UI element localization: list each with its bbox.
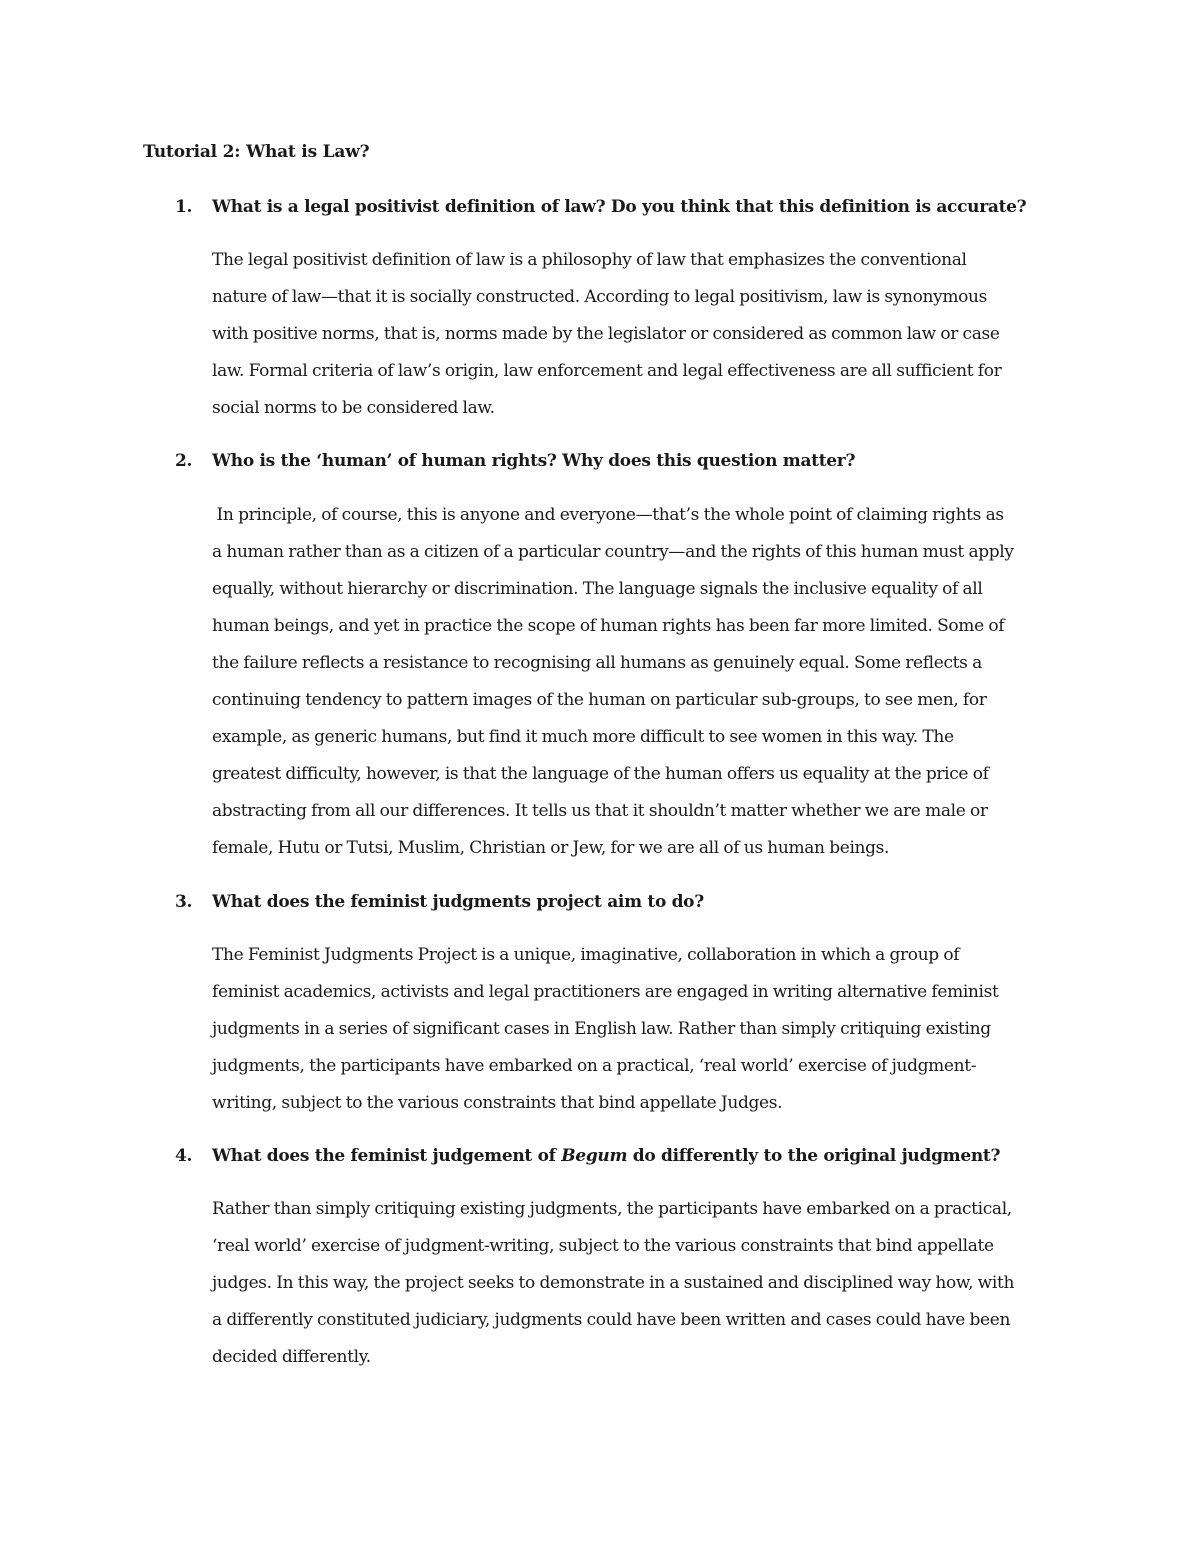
question-text: What is a legal positivist definition of law? Do you think that this definition is accurate? [212, 197, 1027, 217]
answer-line: feminist academics, activists and legal practitioners are engaged in writing alternative feminist [212, 982, 999, 1002]
answer-line: human beings, and yet in practice the scope of human rights has been far more limited. Some of [212, 616, 1005, 636]
answer-line: judges. In this way, the project seeks to demonstrate in a sustained and disciplined way how, with [212, 1273, 1015, 1293]
answer-1 [212, 242, 1062, 427]
case-name: Begum [561, 1146, 628, 1166]
answer-3 [212, 937, 1062, 1122]
question-text: What does the feminist judgments project aim to do? [212, 892, 704, 912]
answer-line: judgments, the participants have embarked on a practical, ‘real world’ exercise of judgment- [212, 1056, 977, 1076]
answer-line: the failure reflects a resistance to recognising all humans as genuinely equal. Some reflects a [212, 653, 982, 673]
answer-line: judgments in a series of significant cases in English law. Rather than simply critiquing existing [212, 1019, 991, 1039]
answer-line: In principle, of course, this is anyone and everyone—that’s the whole point of claiming rights as [212, 505, 1004, 525]
answer-line: The legal positivist definition of law is a philosophy of law that emphasizes the conventional [212, 250, 967, 270]
question-3 [175, 892, 1075, 912]
answer-4 [212, 1191, 1062, 1376]
answer-line: a differently constituted judiciary, judgments could have been written and cases could have been [212, 1310, 1011, 1330]
question-1 [175, 197, 1075, 217]
answer-line: abstracting from all our differences. It tells us that it shouldn’t matter whether we are male or [212, 801, 988, 821]
question-2 [175, 451, 1075, 471]
question-text: Who is the ‘human’ of human rights? Why does this question matter? [212, 451, 856, 471]
answer-line: with positive norms, that is, norms made by the legislator or considered as common law or case [212, 324, 1000, 344]
answer-line: Rather than simply critiquing existing judgments, the participants have embarked on a practical, [212, 1199, 1012, 1219]
answer-line: ‘real world’ exercise of judgment-writing, subject to the various constraints that bind appellate [212, 1236, 994, 1256]
question-text: What does the feminist judgement of Begum do differently to the original judgment? [212, 1146, 1001, 1166]
answer-line: female, Hutu or Tutsi, Muslim, Christian or Jew, for we are all of us human beings. [212, 838, 890, 858]
question-number: 1. [175, 197, 193, 217]
answer-2 [212, 497, 1062, 867]
answer-line: nature of law—that it is socially constructed. According to legal positivism, law is synonymous [212, 287, 988, 307]
answer-line: a human rather than as a citizen of a particular country—and the rights of this human must apply [212, 542, 1014, 562]
answer-line: greatest difficulty, however, is that the language of the human offers us equality at the price of [212, 764, 989, 784]
answer-line: equally, without hierarchy or discrimination. The language signals the inclusive equality of all [212, 579, 983, 599]
answer-line: law. Formal criteria of law’s origin, law enforcement and legal effectiveness are all sufficient for [212, 361, 1002, 381]
answer-line: example, as generic humans, but find it much more difficult to see women in this way. The [212, 727, 954, 747]
document-title: Tutorial 2: What is Law? [143, 142, 370, 162]
question-number: 4. [175, 1146, 193, 1166]
answer-line: The Feminist Judgments Project is a unique, imaginative, collaboration in which a group of [212, 945, 960, 965]
question-number: 2. [175, 451, 193, 471]
question-number: 3. [175, 892, 193, 912]
question-4 [175, 1146, 1075, 1166]
answer-line: writing, subject to the various constraints that bind appellate Judges. [212, 1093, 783, 1113]
answer-line: social norms to be considered law. [212, 398, 495, 418]
answer-line: continuing tendency to pattern images of the human on particular sub-groups, to see men, for [212, 690, 987, 710]
answer-line: decided differently. [212, 1347, 371, 1367]
